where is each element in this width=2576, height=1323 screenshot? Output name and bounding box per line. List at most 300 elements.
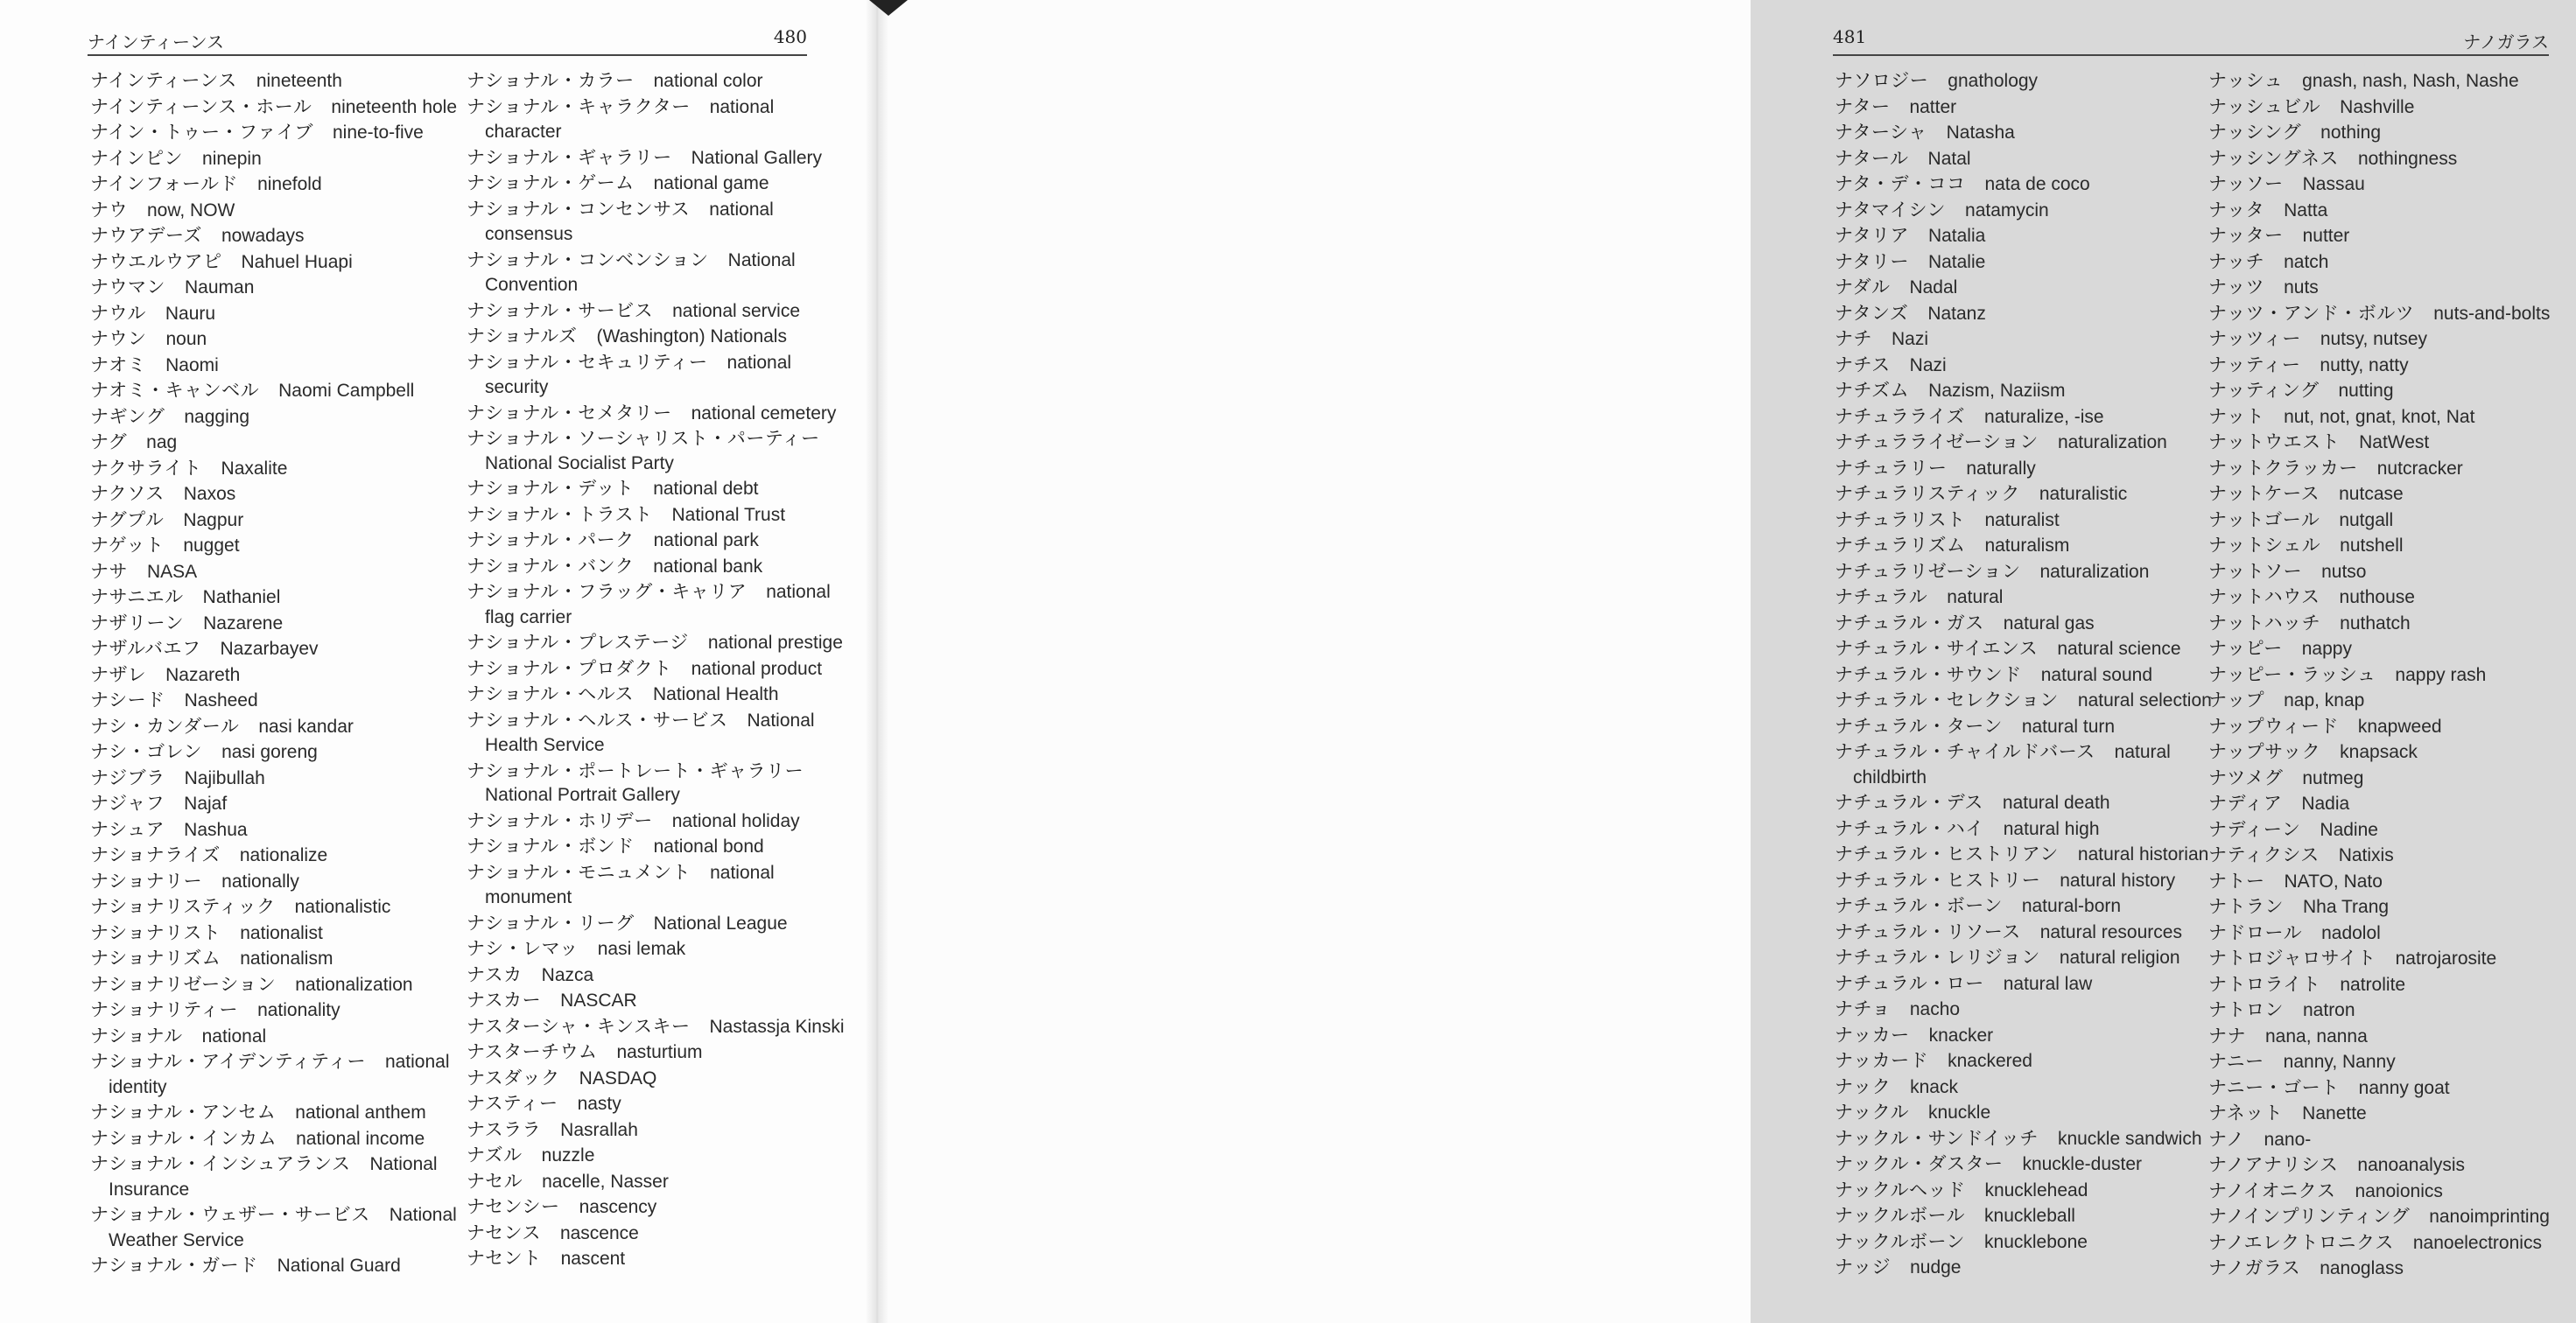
dictionary-entry xyxy=(2208,172,2576,198)
entry-katakana: ナショナリー xyxy=(90,870,203,892)
left-running-head: ナインティーンス xyxy=(88,32,224,52)
dictionary-entry xyxy=(2208,1024,2576,1050)
entry-katakana: ナショナル xyxy=(90,1025,183,1046)
entry-katakana: ナックルボール xyxy=(1835,1205,1966,1226)
entry-katakana: ナインティーンス・ホール xyxy=(90,95,312,117)
dictionary-entry xyxy=(2208,766,2576,792)
dictionary-entry xyxy=(90,508,449,534)
dictionary-entry xyxy=(90,869,449,895)
entry-english: national game xyxy=(653,173,769,193)
entry-english: Natalia xyxy=(1927,226,1986,246)
entry-katakana: ナインフォールド xyxy=(90,173,239,194)
entry-english: National League xyxy=(653,913,788,934)
dictionary-entry xyxy=(467,248,825,298)
entry-katakana: ナチュラル・ハイ xyxy=(1835,817,1984,839)
entry-english: national color xyxy=(653,71,763,91)
entry-english: nutshell xyxy=(2340,536,2404,556)
entry-english: nutgall xyxy=(2339,509,2394,530)
entry-katakana: ナチョ xyxy=(1835,998,1891,1019)
entry-katakana: ナッソー xyxy=(2208,173,2284,194)
dictionary-entry xyxy=(1835,662,2202,689)
dictionary-entry xyxy=(90,481,449,508)
entry-katakana: ナッシング xyxy=(2208,122,2302,143)
entry-katakana: ナダル xyxy=(1835,276,1891,298)
dictionary-entry xyxy=(467,171,825,197)
dictionary-entry xyxy=(2208,404,2576,430)
dictionary-entry xyxy=(1835,688,2212,714)
entry-english: Nasheed xyxy=(184,690,258,710)
dictionary-entry xyxy=(90,326,449,353)
entry-katakana: ナスカ xyxy=(467,963,523,985)
entry-katakana: ナタリア xyxy=(1835,225,1909,246)
dictionary-entry xyxy=(90,301,449,327)
entry-english: Najaf xyxy=(184,794,228,814)
entry-english-continuation: Convention xyxy=(485,275,579,295)
entry-katakana: ナノガラス xyxy=(2208,1257,2301,1278)
entry-katakana: ナザレ xyxy=(90,663,147,685)
dictionary-entry xyxy=(2208,301,2576,327)
entry-english: nationalism xyxy=(240,948,333,969)
entry-english: Nha Trang xyxy=(2303,897,2390,917)
entry-english: Nathaniel xyxy=(202,587,281,607)
dictionary-entry xyxy=(90,404,449,430)
left-column-1 xyxy=(90,68,458,1279)
dictionary-entry xyxy=(90,920,449,947)
entry-english: Nadia xyxy=(2301,794,2350,814)
entry-katakana: ナショナル・リーグ xyxy=(467,912,635,934)
entry-english: Nasrallah xyxy=(560,1119,638,1140)
dictionary-entry xyxy=(2208,481,2576,508)
entry-katakana: ナッピー xyxy=(2208,638,2283,659)
dictionary-entry xyxy=(90,120,449,146)
entry-katakana: ナチュラル・チャイルドバース xyxy=(1835,741,2095,762)
dictionary-entry xyxy=(1835,353,2202,379)
entry-katakana: ナショナル・プロダクト xyxy=(467,657,672,679)
entry-katakana: ナチュラリゼーション xyxy=(1835,560,2021,582)
entry-english: nanny, Nanny xyxy=(2283,1052,2396,1072)
entry-katakana: ナチズム xyxy=(1835,380,1910,401)
entry-katakana: ナノイオニクス xyxy=(2208,1180,2336,1201)
dictionary-entry xyxy=(90,714,449,740)
entry-english: NASDAQ xyxy=(579,1068,657,1088)
dictionary-entry xyxy=(90,791,449,817)
entry-english: Naomi Campbell xyxy=(278,381,415,401)
entry-katakana: ナノアナリシス xyxy=(2208,1154,2339,1175)
dictionary-entry xyxy=(1835,1074,2202,1101)
dictionary-entry xyxy=(2208,817,2576,844)
entry-english: knucklebone xyxy=(1984,1231,2088,1252)
dictionary-entry xyxy=(467,1221,825,1247)
entry-katakana: ナショナル・キャラクター xyxy=(467,95,691,117)
entry-english: knackered xyxy=(1948,1051,2032,1071)
entry-english: nanoelectronics xyxy=(2412,1232,2542,1253)
dictionary-entry xyxy=(467,1117,825,1144)
entry-katakana: ナショナル・コンセンサス xyxy=(467,198,691,220)
dictionary-entry xyxy=(1835,172,2202,198)
entry-english: natural history xyxy=(2060,870,2176,891)
dictionary-entry xyxy=(2208,662,2576,689)
entry-english: nutcracker xyxy=(2376,458,2463,479)
entry-english-continuation: consensus xyxy=(485,224,573,244)
dictionary-entry xyxy=(2208,223,2576,249)
entry-english: knuckle xyxy=(1927,1102,1991,1123)
dictionary-entry xyxy=(1835,945,2202,971)
dictionary-entry xyxy=(467,936,825,962)
entry-katakana: ナスダック xyxy=(467,1067,560,1088)
left-column-2 xyxy=(467,68,845,1272)
entry-katakana: ナップ xyxy=(2208,690,2265,710)
dictionary-entry xyxy=(1835,94,2202,121)
dictionary-entry xyxy=(2208,353,2576,379)
entry-katakana: ナタマイシン xyxy=(1835,199,1947,220)
entry-english: nanoglass xyxy=(2320,1258,2404,1278)
entry-katakana: ナチュラル・レリジョン xyxy=(1835,947,2040,968)
entry-katakana: ナツメグ xyxy=(2208,766,2284,788)
entry-katakana: ナシュア xyxy=(90,818,165,840)
dictionary-entry xyxy=(467,630,843,656)
dictionary-entry xyxy=(90,611,449,637)
entry-english: national holiday xyxy=(671,810,800,831)
entry-katakana: ナチュラル・サウンド xyxy=(1835,663,2022,685)
dictionary-entry xyxy=(2208,1256,2576,1282)
entry-english: National Guard xyxy=(277,1256,401,1276)
entry-katakana: ナッシュ xyxy=(2208,70,2284,91)
dictionary-entry xyxy=(2208,946,2576,972)
entry-english: Nauman xyxy=(185,277,255,298)
entry-english: Naomi xyxy=(165,354,219,375)
entry-english: naturalize, -ise xyxy=(1984,406,2104,427)
entry-english-continuation: character xyxy=(485,122,562,142)
left-page-number: 480 xyxy=(773,26,807,47)
entry-katakana: ナショナル・ヘルス・サービス xyxy=(467,709,728,731)
dictionary-entry xyxy=(1835,971,2202,998)
entry-katakana: ナチュラル・ボーン xyxy=(1835,895,2003,916)
dictionary-entry xyxy=(1835,559,2202,585)
entry-english: gnathology xyxy=(1948,71,2039,91)
dictionary-entry xyxy=(2208,326,2576,353)
entry-katakana: ナノインプリンティング xyxy=(2208,1206,2411,1227)
entry-english: Natta xyxy=(2284,200,2328,220)
entry-katakana: ナップサック xyxy=(2208,741,2321,762)
entry-katakana: ナッツ xyxy=(2208,276,2265,298)
entry-katakana: ナチュラル・セレクション xyxy=(1835,690,2059,710)
entry-katakana: ナショナル・ギャラリー xyxy=(467,146,672,168)
entry-katakana: ナクサライト xyxy=(90,457,202,479)
entry-katakana: ナタンズ xyxy=(1835,302,1909,324)
entry-english: Nahuel Huapi xyxy=(241,251,353,272)
dictionary-entry xyxy=(2208,68,2576,94)
dictionary-entry xyxy=(1835,430,2202,456)
entry-english: Nazarene xyxy=(203,612,284,634)
entry-katakana: ナチュラル・サイエンス xyxy=(1835,638,2039,659)
dictionary-entry xyxy=(467,476,825,502)
entry-katakana: ナショナル・ガード xyxy=(90,1255,258,1276)
entry-english: natural science xyxy=(2057,639,2181,659)
entry-katakana: ナチュラル xyxy=(1835,586,1928,607)
dictionary-entry xyxy=(90,456,449,482)
entry-katakana: ナショナル・パーク xyxy=(467,529,635,550)
entry-katakana: ナショナル・トラスト xyxy=(467,503,653,525)
dictionary-entry xyxy=(90,223,449,249)
entry-english: Natixis xyxy=(2338,845,2394,865)
entry-english: nothing xyxy=(2320,122,2382,143)
dictionary-entry xyxy=(2208,275,2576,301)
entry-katakana: ナクソス xyxy=(90,483,165,504)
entry-english: NASCAR xyxy=(560,990,637,1011)
page-marker-notch xyxy=(869,0,908,16)
dictionary-entry xyxy=(90,430,449,456)
entry-katakana: ナシ・カンダール xyxy=(90,715,240,737)
entry-english: gnash, nash, Nash, Nashe xyxy=(2302,71,2519,91)
entry-english: nugget xyxy=(183,536,240,556)
entry-english-continuation: childbirth xyxy=(1853,766,1927,788)
dictionary-entry xyxy=(90,843,449,869)
dictionary-entry xyxy=(467,759,825,808)
dictionary-entry xyxy=(467,1143,825,1169)
entry-english: national xyxy=(709,199,774,220)
entry-english: National Health xyxy=(652,684,779,704)
entry-english: nudge xyxy=(1910,1257,1962,1278)
entry-katakana: ナッツィー xyxy=(2208,328,2301,349)
dictionary-entry xyxy=(2208,1179,2576,1205)
right-column-2 xyxy=(2208,68,2576,1282)
dictionary-entry xyxy=(467,682,825,708)
dictionary-entry xyxy=(467,834,825,860)
dictionary-entry xyxy=(467,1169,825,1195)
entry-katakana: ナインティーンス xyxy=(90,70,237,91)
dictionary-entry xyxy=(2208,1127,2576,1153)
entry-english: nutmeg xyxy=(2302,767,2364,788)
dictionary-entry xyxy=(2208,1049,2576,1075)
entry-katakana: ナチ xyxy=(1835,328,1872,349)
right-column-1 xyxy=(1835,68,2212,1281)
dictionary-entry xyxy=(90,636,449,662)
entry-katakana: ナノ xyxy=(2208,1128,2245,1150)
entry-english: nineteenth hole xyxy=(331,96,458,117)
entry-katakana: ナセル xyxy=(467,1170,523,1192)
entry-katakana: ナジャフ xyxy=(90,793,165,814)
dictionary-entry xyxy=(1835,481,2202,508)
entry-katakana: ナゲット xyxy=(90,535,165,556)
dictionary-entry xyxy=(2208,972,2576,998)
entry-katakana: ナットケース xyxy=(2208,483,2320,504)
entry-katakana: ナックル・サンドイッチ xyxy=(1835,1127,2039,1149)
entry-english: Nazarbayev xyxy=(220,639,319,659)
entry-english-continuation: National Socialist Party xyxy=(485,452,674,473)
entry-english: natamycin xyxy=(1965,200,2049,220)
entry-katakana: ナショナル・ポートレート・ギャラリー xyxy=(467,760,804,781)
dictionary-entry xyxy=(2208,1204,2576,1230)
entry-english: National xyxy=(389,1205,457,1225)
entry-english: naturalization xyxy=(2039,561,2150,582)
dictionary-entry xyxy=(1835,1023,2202,1049)
dictionary-entry xyxy=(2208,584,2576,611)
dictionary-entry xyxy=(2208,1101,2576,1127)
entry-english: Nadal xyxy=(1909,277,1958,298)
entry-english: Nashville xyxy=(2340,96,2415,117)
dictionary-entry xyxy=(1835,739,2202,790)
dictionary-entry xyxy=(1835,146,2202,172)
entry-katakana: ナスララ xyxy=(467,1118,542,1140)
entry-english: Nassau xyxy=(2302,174,2365,194)
entry-katakana: ナニー xyxy=(2208,1051,2264,1072)
entry-english: nutso xyxy=(2321,561,2367,582)
entry-katakana: ナディア xyxy=(2208,793,2283,814)
dictionary-entry xyxy=(90,766,449,792)
dictionary-entry xyxy=(2208,894,2576,920)
entry-english: nuthatch xyxy=(2340,612,2411,634)
dictionary-entry xyxy=(467,401,837,427)
entry-english: Nazi xyxy=(1909,354,1947,375)
entry-english: natter xyxy=(1909,96,1957,117)
entry-katakana: ナッカード xyxy=(1835,1050,1929,1071)
entry-katakana: ナショナル・アンセム xyxy=(90,1102,277,1123)
dictionary-entry xyxy=(1835,1048,2202,1074)
entry-katakana: ナッター xyxy=(2208,225,2284,246)
entry-english: nascent xyxy=(560,1249,626,1269)
entry-english: national park xyxy=(653,530,759,550)
dictionary-entry xyxy=(467,808,825,835)
dictionary-entry xyxy=(1835,1229,2202,1256)
entry-katakana: ナショナル・ボンド xyxy=(467,836,635,857)
dictionary-entry xyxy=(1835,714,2202,740)
dictionary-entry xyxy=(2208,688,2576,714)
entry-english: nap, knap xyxy=(2284,690,2365,710)
entry-english: Nazca xyxy=(541,964,594,985)
dictionary-entry xyxy=(90,662,449,689)
dictionary-entry xyxy=(1835,404,2202,430)
dictionary-entry xyxy=(467,1014,845,1040)
dictionary-entry xyxy=(2208,843,2576,869)
entry-katakana: ナディーン xyxy=(2208,818,2301,840)
entry-english: nanoanalysis xyxy=(2357,1155,2465,1175)
dictionary-entry xyxy=(1835,868,2202,894)
dictionary-entry xyxy=(2208,1075,2576,1102)
entry-english: knuckle-duster xyxy=(2022,1154,2143,1174)
entry-english: national income xyxy=(296,1128,425,1149)
entry-english: national prestige xyxy=(707,633,843,653)
dictionary-entry xyxy=(90,198,449,224)
entry-english: natural high xyxy=(2003,818,2100,839)
dictionary-entry xyxy=(1835,584,2202,611)
entry-english: natural resources xyxy=(2039,921,2182,942)
dictionary-entry xyxy=(467,426,825,476)
entry-english: Natasha xyxy=(1946,122,2015,143)
entry-english: naturalistic xyxy=(2039,484,2128,504)
entry-english-continuation: National Portrait Gallery xyxy=(485,785,680,805)
entry-english: nacho xyxy=(1909,999,1961,1019)
entry-katakana: ナショナル・バンク xyxy=(467,555,635,577)
entry-english: nappy xyxy=(2301,639,2352,659)
dictionary-entry xyxy=(467,298,825,325)
dictionary-entry xyxy=(2208,1230,2576,1256)
dictionary-entry xyxy=(467,1246,825,1272)
entry-katakana: ナッティング xyxy=(2208,380,2320,401)
entry-katakana: ナチュラル・デス xyxy=(1835,792,1983,813)
entry-katakana: ナスカー xyxy=(467,990,542,1011)
entry-english: nuthouse xyxy=(2339,587,2415,607)
dictionary-entry xyxy=(467,1040,825,1066)
dictionary-entry xyxy=(2208,869,2576,895)
dictionary-entry xyxy=(1835,997,2202,1023)
dictionary-entry xyxy=(1835,1203,2202,1229)
entry-english: nutter xyxy=(2302,226,2350,246)
dictionary-entry xyxy=(2208,198,2576,224)
entry-katakana: ナチュラリスト xyxy=(1835,508,1966,530)
entry-english-continuation: flag carrier xyxy=(485,606,572,627)
entry-katakana: ナショナル・ウェザー・サービス xyxy=(90,1204,370,1225)
entry-katakana: ナトー xyxy=(2208,870,2265,892)
entry-english: national xyxy=(384,1052,450,1072)
entry-katakana: ナザルバエフ xyxy=(90,638,201,659)
dictionary-entry xyxy=(467,324,825,350)
dictionary-entry xyxy=(467,962,825,989)
entry-english: naturally xyxy=(1966,458,2036,479)
entry-katakana: ナチュラル・ヒストリー xyxy=(1835,869,2041,891)
entry-english: national xyxy=(710,862,775,883)
entry-english: knacker xyxy=(1928,1025,1994,1046)
entry-english: NASA xyxy=(147,561,198,582)
dictionary-entry xyxy=(90,378,449,404)
right-page-header xyxy=(1833,23,2549,56)
entry-katakana: ナニー・ゴート xyxy=(2208,1076,2340,1098)
entry-katakana: ナショナリゼーション xyxy=(90,973,277,995)
entry-katakana: ナトロン xyxy=(2208,999,2284,1020)
dictionary-entry xyxy=(2208,791,2576,817)
dictionary-entry xyxy=(467,502,825,528)
dictionary-entry xyxy=(90,584,449,611)
entry-katakana: ナウマン xyxy=(90,276,165,298)
entry-katakana: ナウ xyxy=(90,199,128,220)
dictionary-entry xyxy=(2208,1152,2576,1179)
dictionary-entry xyxy=(467,94,825,145)
left-page-header xyxy=(88,23,807,56)
entry-katakana: ナショナル・ソーシャリスト・パーティー xyxy=(467,428,820,449)
entry-katakana: ナショナル・インカム xyxy=(90,1127,277,1149)
entry-english: National xyxy=(747,710,815,731)
right-running-head: ナノガラス xyxy=(2463,32,2549,52)
entry-english: natural xyxy=(1947,587,2004,607)
entry-english: knucklehead xyxy=(1984,1180,2088,1200)
dictionary-entry xyxy=(90,946,449,972)
dictionary-entry xyxy=(2208,739,2576,766)
entry-katakana: ナオミ xyxy=(90,354,147,375)
dictionary-entry xyxy=(90,559,449,585)
entry-english: National xyxy=(727,249,796,270)
dictionary-entry xyxy=(1835,301,2202,327)
entry-english: nasi kandar xyxy=(258,716,354,737)
dictionary-entry xyxy=(467,656,825,682)
entry-katakana: ナシ・ゴレン xyxy=(90,741,203,762)
dictionary-entry xyxy=(90,998,449,1024)
entry-english: NATO, Nato xyxy=(2284,871,2383,892)
dictionary-entry xyxy=(2208,456,2576,482)
entry-katakana: ナチュラリスティック xyxy=(1835,483,2020,504)
dictionary-entry xyxy=(467,1066,825,1092)
entry-katakana: ナショナル・コンベンション xyxy=(467,248,709,270)
entry-english: nutsy, nutsey xyxy=(2320,329,2428,349)
entry-katakana: ナップウィード xyxy=(2208,715,2339,737)
dictionary-entry xyxy=(467,860,825,911)
entry-english: nuzzle xyxy=(541,1145,595,1166)
entry-english: natural-born xyxy=(2021,896,2122,916)
entry-english-continuation: Health Service xyxy=(485,735,605,755)
entry-english: nascence xyxy=(559,1222,639,1243)
entry-english: nanny goat xyxy=(2358,1077,2450,1098)
dictionary-entry xyxy=(1835,636,2202,662)
entry-katakana: ナトロライト xyxy=(2208,973,2321,995)
entry-english: National xyxy=(369,1154,438,1174)
